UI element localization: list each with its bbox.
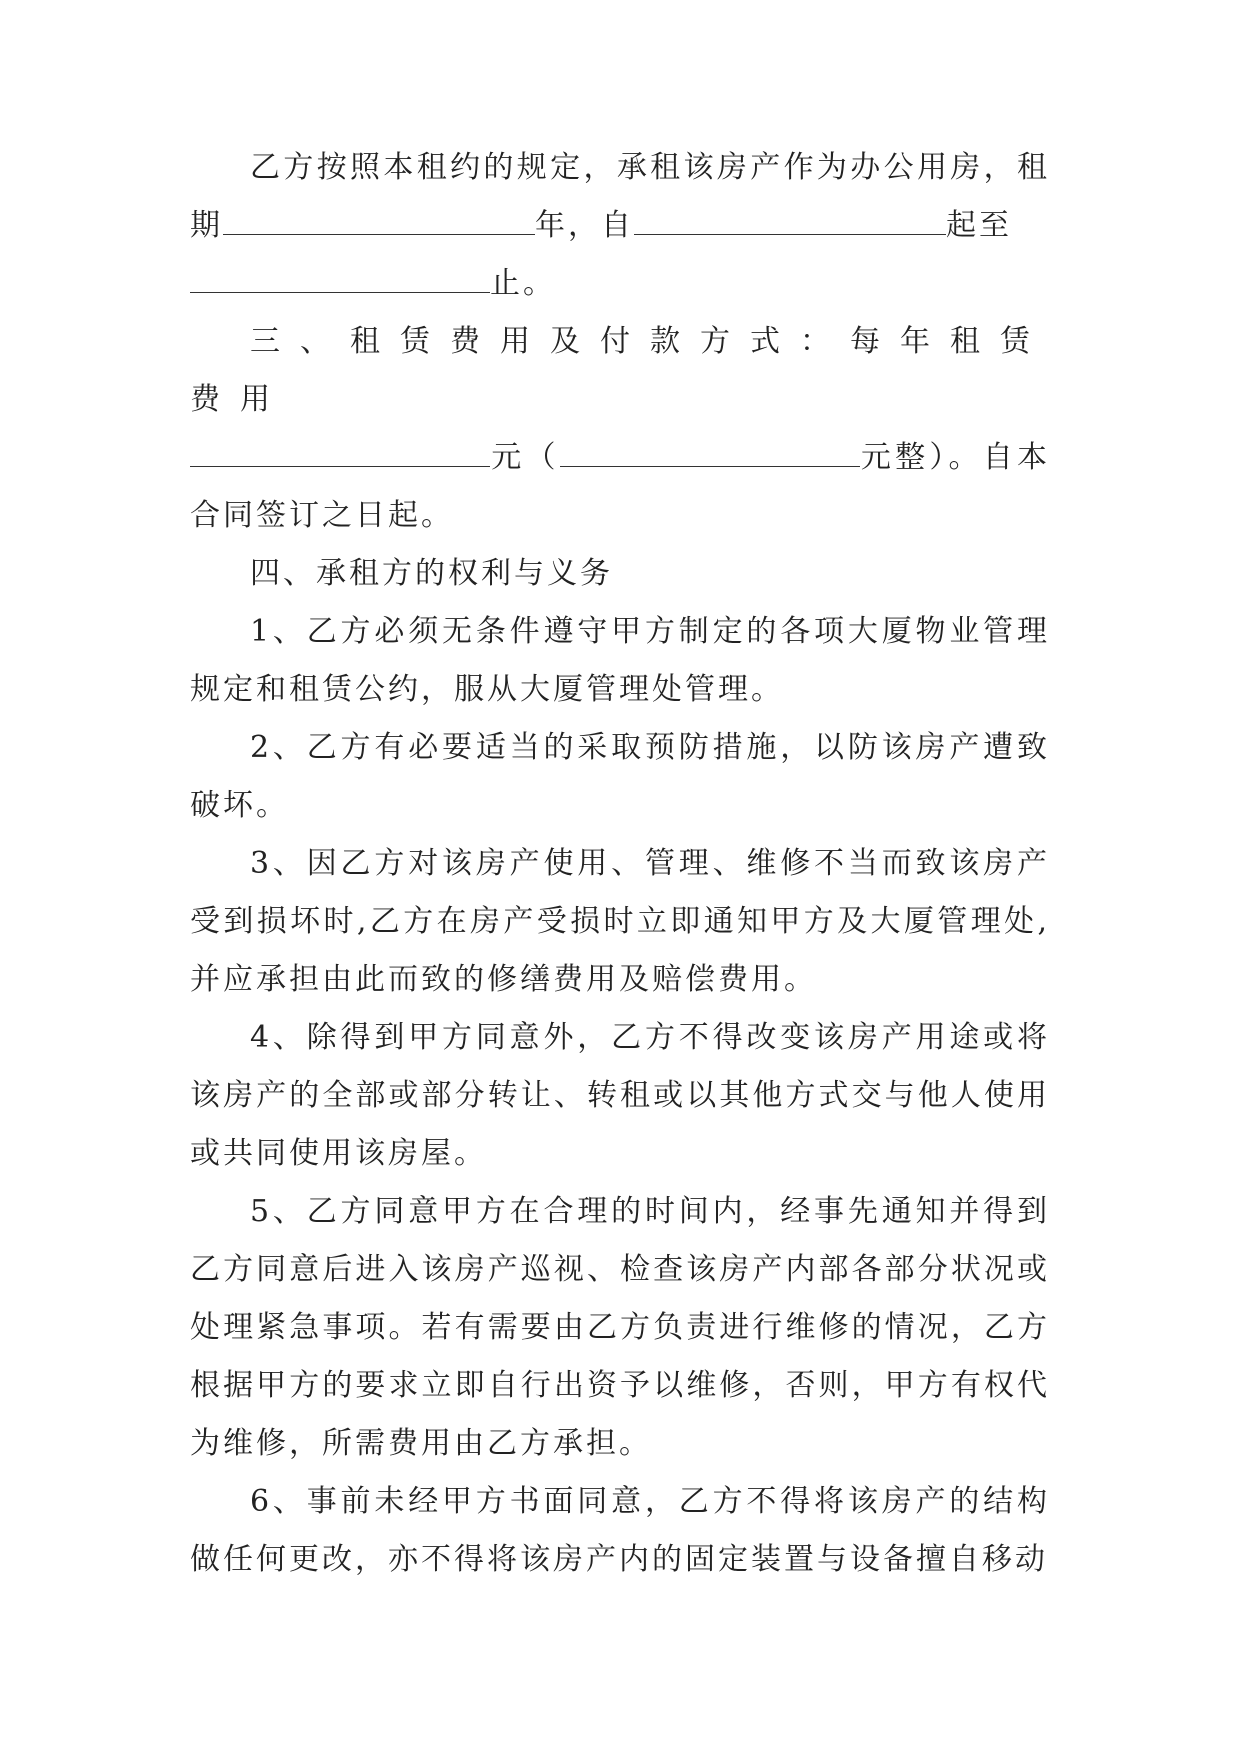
lease-term-text-3: 起至: [946, 208, 1012, 243]
section-4-title: 四、承租方的权利与义务: [250, 556, 613, 591]
lease-end-blank[interactable]: [190, 262, 490, 293]
document-body: [190, 139, 1050, 1589]
fees-heading: 三、租赁费用及付款方式：每年租赁费用: [190, 324, 1050, 417]
lease-years-blank[interactable]: [223, 204, 535, 235]
lease-term-text-2: 年，自: [535, 208, 634, 243]
item-4: 4、除得到甲方同意外，乙方不得改变该房产用途或将该房产的全部或部分转让、转租或以其他方式交与他人使用或共同使用该房屋。: [190, 1020, 1050, 1171]
fees-paragraph: [190, 313, 1050, 545]
fees-text-2: 元（: [490, 440, 560, 475]
item-6: 6、事前未经甲方书面同意，乙方不得将该房产的结构做任何更改，亦不得将该房产内的固定装置与设备擅自移动: [190, 1484, 1050, 1577]
item-1: 1、乙方必须无条件遵守甲方制定的各项大厦物业管理规定和租赁公约，服从大厦管理处管理。: [190, 614, 1050, 707]
annual-fee-words-blank[interactable]: [560, 436, 860, 467]
lease-term-text-1: 乙方按照本租约的规定，承租该房产作为办公用房，租期: [190, 150, 1050, 243]
lease-term-text-4: 止。: [490, 266, 556, 301]
fees-text-3: 元整）。自本合同签订之日起。: [190, 440, 1051, 533]
annual-fee-amount-blank[interactable]: [190, 436, 490, 467]
lease-start-blank[interactable]: [634, 204, 946, 235]
item-5: 5、乙方同意甲方在合理的时间内，经事先通知并得到乙方同意后进入该房产巡视、检查该房产内部各部分状况或处理紧急事项。若有需要由乙方负责进行维修的情况，乙方根据甲方的要求立即自行出资予以维修，否则，甲方有权代为维修，所需费用由乙方承担。: [190, 1194, 1050, 1461]
item-3: 3、因乙方对该房产使用、管理、维修不当而致该房产受到损坏时,乙方在房产受损时立即通知甲方及大厦管理处,并应承担由此而致的修缮费用及赔偿费用。: [190, 846, 1050, 997]
lease-term-paragraph: [190, 139, 1050, 313]
item-2: 2、乙方有必要适当的采取预防措施，以防该房产遭致破坏。: [190, 730, 1050, 823]
